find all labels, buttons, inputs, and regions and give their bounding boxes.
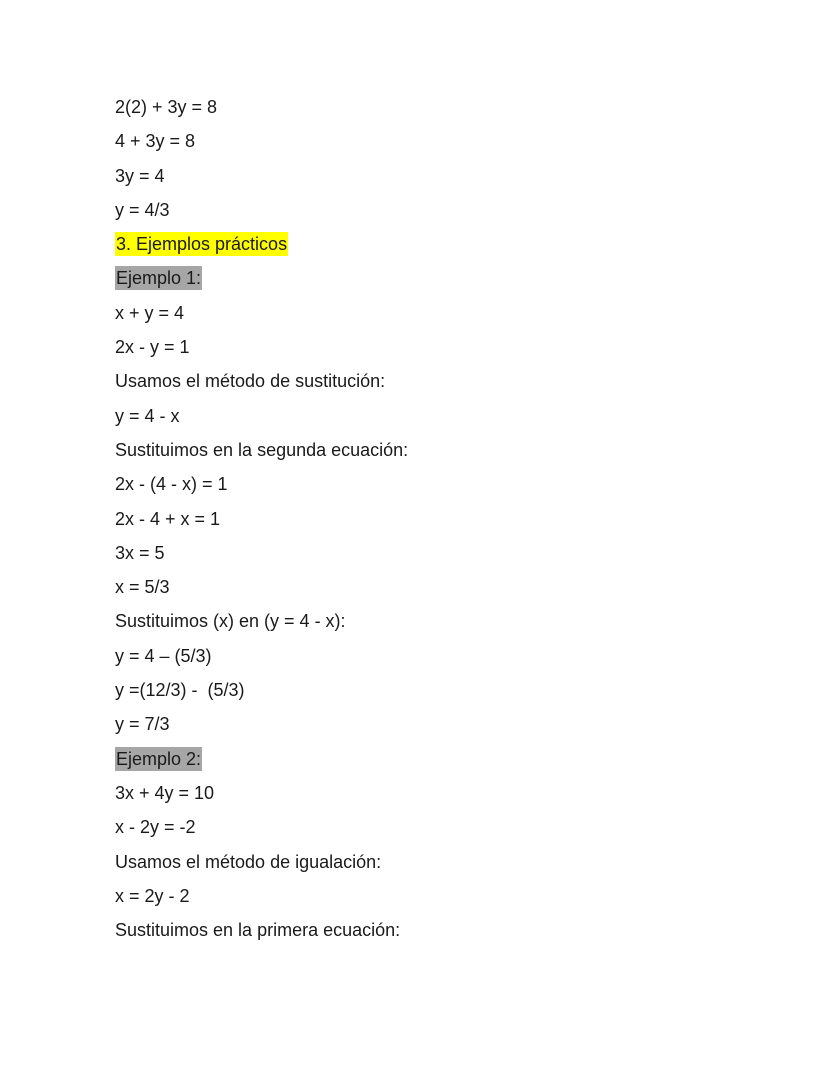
equation-line [115,502,715,536]
equation-line [115,673,715,707]
line-text: y = 7/3 [115,714,170,735]
line-text: 3x + 4y = 10 [115,782,215,803]
section-heading-text: 3. Ejemplos prácticos [116,234,288,255]
explanation-line [115,604,715,638]
line-text: y =(12/3) - (5/3) [115,680,245,701]
line-text: x - 2y = -2 [115,817,196,838]
example-heading [115,742,715,776]
equation-line [115,879,715,913]
equation-line [115,159,715,193]
equation-line [115,810,715,844]
equation-line [115,536,715,570]
document-body [115,90,715,947]
equation-line [115,296,715,330]
equation-line [115,639,715,673]
line-text: Usamos el método de igualación: [115,851,382,872]
example-heading [115,261,715,295]
example-heading-text: Ejemplo 2: [116,748,202,769]
explanation-line [115,845,715,879]
section-heading [115,227,715,261]
equation-line [115,570,715,604]
line-text: y = 4 - x [115,405,180,426]
equation-line [115,193,715,227]
line-text: Usamos el método de sustitución: [115,371,386,392]
line-text: 3y = 4 [115,165,165,186]
line-text: x = 2y - 2 [115,885,190,906]
equation-line [115,330,715,364]
equation-line [115,399,715,433]
line-text: Sustituimos en la segunda ecuación: [115,439,409,460]
line-text: 2x - 4 + x = 1 [115,508,221,529]
line-text: 2x - y = 1 [115,337,190,358]
explanation-line [115,364,715,398]
example-heading-text: Ejemplo 1: [116,268,202,289]
line-text: 4 + 3y = 8 [115,131,196,152]
equation-line [115,467,715,501]
equation-line [115,90,715,124]
line-text: x + y = 4 [115,302,185,323]
line-text: y = 4 – (5/3) [115,645,212,666]
equation-line [115,707,715,741]
line-text: 3x = 5 [115,542,165,563]
explanation-line [115,433,715,467]
explanation-line [115,913,715,947]
line-text: 2x - (4 - x) = 1 [115,474,228,495]
line-text: x = 5/3 [115,577,170,598]
line-text: 2(2) + 3y = 8 [115,97,218,117]
line-text: Sustituimos en la primera ecuación: [115,920,401,941]
line-text: Sustituimos (x) en (y = 4 - x): [115,611,346,632]
equation-line [115,124,715,158]
equation-line [115,776,715,810]
line-text: y = 4/3 [115,199,170,220]
